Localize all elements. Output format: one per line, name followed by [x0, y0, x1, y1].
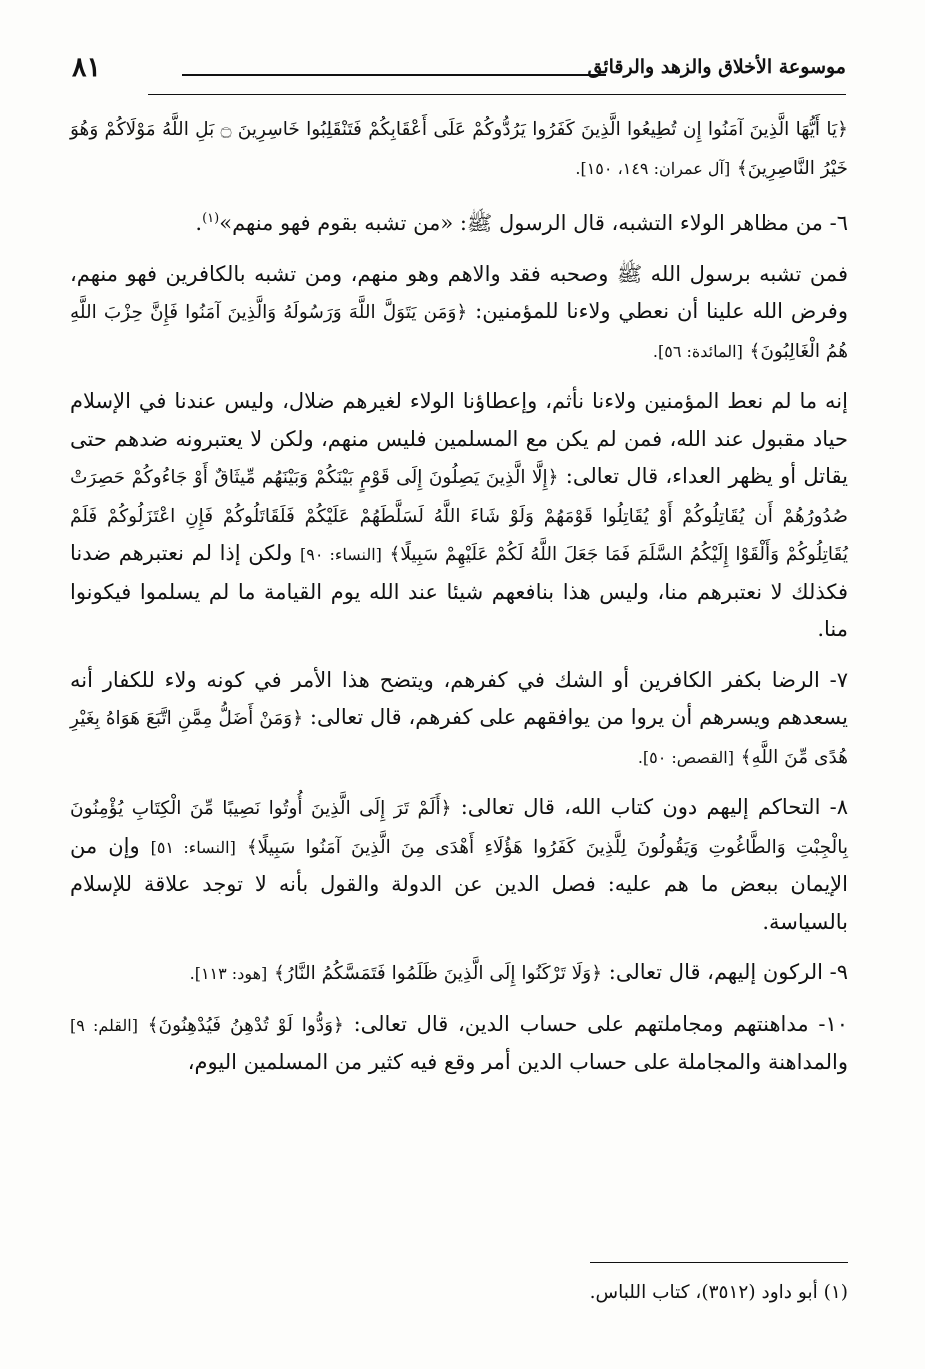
paragraph-4	[70, 383, 848, 649]
paragraph-text: ٨- التحاكم إليهم دون كتاب الله، قال تعالى:	[460, 795, 848, 819]
book-title: موسوعة الأخلاق والزهد والرقائق	[587, 56, 846, 78]
paragraph-text: إنه ما لم نعط المؤمنين ولاءنا نأثم، وإعطاؤنا الولاء لغيرهم ضلال، وليس عندنا في الإسلام حياد مقبول عند الله، فمن لم يكن مع المسلمين فليس منهم، ولكن لا يعتبرونه ضدهم حتى يقاتل أو يظهر العداء، قال تعالى:	[70, 389, 848, 488]
quran-verse: ﴿أَلَمْ تَرَ إِلَى الَّذِينَ أُوتُوا نَصِيبًا مِّنَ الْكِتَابِ يُؤْمِنُونَ بِالْجِبْتِ وَالطَّاغُوتِ وَيَقُولُونَ لِلَّذِينَ كَفَرُوا هَؤُلَاءِ أَهْدَى مِنَ الَّذِينَ آمَنُوا سَبِيلًا﴾	[70, 798, 848, 858]
paragraph-6	[70, 789, 848, 941]
page-header	[70, 52, 846, 92]
footnote-rule	[590, 1262, 848, 1263]
paragraph-text: ٩- الركون إليهم، قال تعالى:	[608, 960, 848, 984]
paragraph-3	[70, 256, 848, 371]
header-rule	[182, 74, 606, 76]
paragraph-5	[70, 662, 848, 777]
paragraph-text: ٦- من مظاهر الولاء التشبه، قال الرسول ﷺ: «من تشبه بقوم فهو منهم»	[219, 211, 848, 235]
footnote: (١) أبو داود (٣٥١٢)، كتاب اللباس.	[589, 1282, 848, 1303]
verse-reference: [القلم: ٩]	[70, 1015, 138, 1035]
page-body	[70, 110, 848, 1095]
verse-reference: [آل عمران: ١٤٩، ١٥٠].	[575, 158, 731, 178]
quran-verse: ﴿يَا أَيُّهَا الَّذِينَ آمَنُوا إِن تُطِيعُوا الَّذِينَ كَفَرُوا يَرُدُّوكُمْ عَلَى أَعْقَابِكُمْ فَتَنْقَلِبُوا خَاسِرِينَ ۝ بَلِ اللَّهُ مَوْلَاكُمْ وَهُوَ خَيْرُ النَّاصِرِينَ﴾	[70, 119, 848, 179]
quran-verse: ﴿وَمَنْ أَضَلُّ مِمَّنِ اتَّبَعَ هَوَاهُ بِغَيْرِ هُدًى مِّنَ اللَّهِ﴾	[70, 708, 848, 768]
paragraph-2	[70, 200, 848, 243]
footnote-marker: (١)	[202, 211, 220, 226]
quran-verse: ﴿وَلَا تَرْكَنُوا إِلَى الَّذِينَ ظَلَمُوا فَتَمَسَّكُمُ النَّارُ﴾	[273, 963, 603, 984]
paragraph-continuation: والمداهنة والمجاملة على حساب الدين أمر وقع فيه كثير من المسلمين اليوم،	[187, 1050, 848, 1074]
paragraph-7	[70, 954, 848, 993]
verse-reference: [النساء: ٩٠]	[299, 545, 382, 564]
header-underline	[148, 94, 846, 95]
page-number: ٨١	[72, 52, 102, 83]
paragraph-end: .	[195, 211, 203, 235]
verse-reference: [النساء: ٥١]	[150, 837, 236, 857]
verse-reference: [هود: ١١٣].	[189, 964, 268, 983]
paragraph-text: ٧- الرضا بكفر الكافرين أو الشك في كفرهم، ويتضح هذا الأمر في كونه ولاء للكفار أنه يسعدهم ويسرهم أن يروا من يوافقهم على كفرهم، قال تعالى:	[70, 667, 848, 729]
paragraph-continuation: وإن من الإيمان ببعض ما هم عليه: فصل الدين عن الدولة والقول بأنه لا توجد علاقة للإسلام بالسياسة.	[70, 833, 848, 934]
paragraph-8	[70, 1006, 848, 1082]
verse-reference: [المائدة: ٥٦].	[652, 341, 743, 361]
paragraph-text: فمن تشبه برسول الله ﷺ وصحبه فقد والاهم وهو منهم، ومن تشبه بالكافرين فهو منهم، وفرض الله علينا أن نعطي ولاءنا للمؤمنين:	[70, 261, 848, 323]
quran-verse: ﴿وَمَن يَتَوَلَّ اللَّهَ وَرَسُولَهُ وَالَّذِينَ آمَنُوا فَإِنَّ حِزْبَ اللَّهِ هُمُ الْغَالِبُونَ﴾	[70, 302, 848, 362]
quran-verse: ﴿وَدُّوا لَوْ تُدْهِنُ فَيُدْهِنُونَ﴾	[147, 1014, 344, 1036]
paragraph-continuation: ولكن إذا لم نعتبرهم ضدنا فكذلك لا نعتبرهم منا، وليس هذا بنافعهم شيئا عند الله يوم القيامة ما لم يسلموا فيكونوا منا.	[70, 541, 848, 641]
quran-verse: ﴿إِلَّا الَّذِينَ يَصِلُونَ إِلَى قَوْمٍ بَيْنَكُمْ وَبَيْنَهُم مِّيثَاقٌ أَوْ جَاءُوكُمْ حَصِرَتْ صُدُورُهُمْ أَن يُقَاتِلُوكُمْ أَوْ يُقَاتِلُوا قَوْمَهُمْ وَلَوْ شَاءَ اللَّهُ لَسَلَّطَهُمْ عَلَيْكُمْ فَلَقَاتَلُوكُمْ فَإِنِ اعْتَزَلُوكُمْ فَلَمْ يُقَاتِلُوكُمْ وَأَلْقَوْا إِلَيْكُمُ السَّلَمَ فَمَا جَعَلَ اللَّهُ لَكُمْ عَلَيْهِمْ سَبِيلًا﴾	[70, 467, 849, 565]
paragraph-text: ١٠- مداهنتهم ومجاملتهم على حساب الدين، قال تعالى:	[353, 1011, 848, 1036]
paragraph-1	[70, 110, 848, 187]
verse-reference: [القصص: ٥٠].	[637, 747, 734, 767]
